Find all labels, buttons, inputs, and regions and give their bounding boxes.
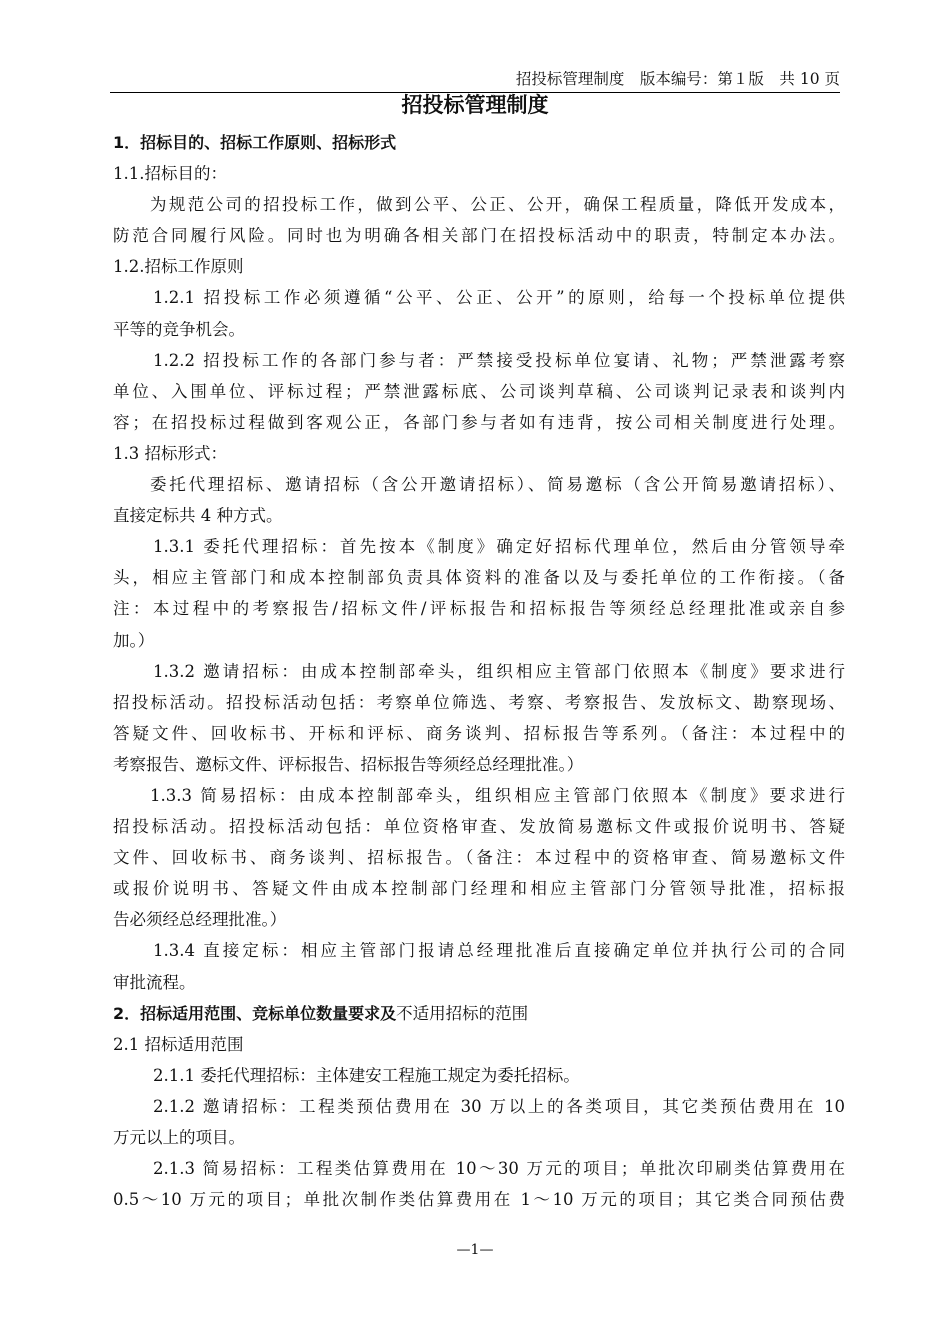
- paragraph-line: 平等的竞争机会。: [113, 319, 245, 339]
- paragraph-line: 1.3 招标形式：: [113, 443, 227, 463]
- paragraph-line: 2.1.2 邀请招标：工程类预估费用在 30 万以上的各类项目，其它类预估费用在 10: [153, 1096, 845, 1116]
- paragraph-line: 1.2.1 招投标工作必须遵循“公平、公正、公开”的原则，给每一个投标单位提供: [153, 288, 845, 308]
- paragraph-line: 1.1.招标目的：: [113, 164, 227, 184]
- paragraph-line: 1.2.招标工作原则: [113, 257, 244, 277]
- paragraph-line: 2.1.3 简易招标：工程类估算费用在 10～30 万元的项目；单批次印刷类估算费用在: [153, 1159, 845, 1179]
- paragraph-line: 万元以上的项目。: [113, 1128, 245, 1147]
- paragraph-line: 1.3.3 简易招标：由成本控制部牵头，组织相应主管部门依照本《制度》要求进行: [150, 785, 845, 805]
- section-heading: 1．招标目的、招标工作原则、招标形式: [113, 133, 397, 152]
- paragraph-line: 1.3.1 委托代理招标：首先按本《制度》确定好招标代理单位，然后由分管领导牵: [153, 537, 845, 557]
- paragraph-line: 招投标活动。招投标活动包括：考察单位筛选、考察、考察报告、发放标文、勘察现场、: [113, 692, 845, 712]
- paragraph-line: 2.1 招标适用范围: [113, 1034, 244, 1054]
- paragraph-line: 0.5～10 万元的项目；单批次制作类估算费用在 1～10 万元的项目；其它类合同预估费: [113, 1190, 845, 1210]
- paragraph-line: 1.2.2 招投标工作的各部门参与者：严禁接受投标单位宴请、礼物；严禁泄露考察: [153, 350, 845, 370]
- paragraph-line: 考察报告、邀标文件、评标报告、招标报告等须经总经理批准。）: [113, 754, 584, 774]
- page-header: 招投标管理制度 版本编号：第１版 共 10 页: [110, 66, 840, 93]
- paragraph-line: 或报价说明书、答疑文件由成本控制部门经理和相应主管部门分管领导批准，招标报: [113, 879, 845, 899]
- paragraph-line: 为规范公司的招投标工作，做到公平、公正、公开，确保工程质量，降低开发成本，: [150, 195, 845, 215]
- paragraph-line: 头，相应主管部门和成本控制部负责具体资料的准备以及与委托单位的工作衔接。（备: [113, 568, 845, 588]
- section-heading: 2．招标适用范围、竞标单位数量要求及不适用招标的范围: [113, 1003, 529, 1023]
- document-body: [113, 127, 845, 1215]
- paragraph-line: 加。）: [113, 630, 155, 650]
- page-number: —1—: [456, 1242, 494, 1258]
- paragraph-line: 防范合同履行风险。同时也为明确各相关部门在招投标活动中的职责，特制定本办法。: [113, 226, 845, 246]
- paragraph-line: 1.3.4 直接定标：相应主管部门报请总经理批准后直接确定单位并执行公司的合同: [153, 941, 845, 961]
- paragraph-line: 注：本过程中的考察报告/招标文件/评标报告和招标报告等须经总经理批准或亲自参: [113, 599, 845, 619]
- paragraph-line: 容；在招投标过程做到客观公正，各部门参与者如有违背，按公司相关制度进行处理。: [113, 412, 845, 432]
- paragraph-line: 告必须经总经理批准。）: [113, 910, 287, 930]
- paragraph-line: 2.1.1 委托代理招标：主体建安工程施工规定为委托招标。: [153, 1065, 580, 1085]
- paragraph-line: 答疑文件、回收标书、开标和评标、商务谈判、招标报告等系列。（备注：本过程中的: [113, 723, 845, 743]
- document-title: 招投标管理制度: [401, 93, 549, 117]
- paragraph-line: 审批流程。: [113, 972, 196, 992]
- paragraph-line: 委托代理招标、邀请招标（含公开邀请招标）、简易邀标（含公开简易邀请招标）、: [150, 475, 845, 495]
- paragraph-line: 1.3.2 邀请招标：由成本控制部牵头，组织相应主管部门依照本《制度》要求进行: [153, 661, 845, 681]
- paragraph-line: 招投标活动。招投标活动包括：单位资格审查、发放简易邀标文件或报价说明书、答疑: [113, 817, 845, 837]
- paragraph-line: 文件、回收标书、商务谈判、招标报告。（备注：本过程中的资格审查、简易邀标文件: [113, 848, 845, 868]
- paragraph-line: 直接定标共 4 种方式。: [113, 506, 283, 526]
- paragraph-line: 单位、入围单位、评标过程；严禁泄露标底、公司谈判草稿、公司谈判记录表和谈判内: [113, 381, 845, 401]
